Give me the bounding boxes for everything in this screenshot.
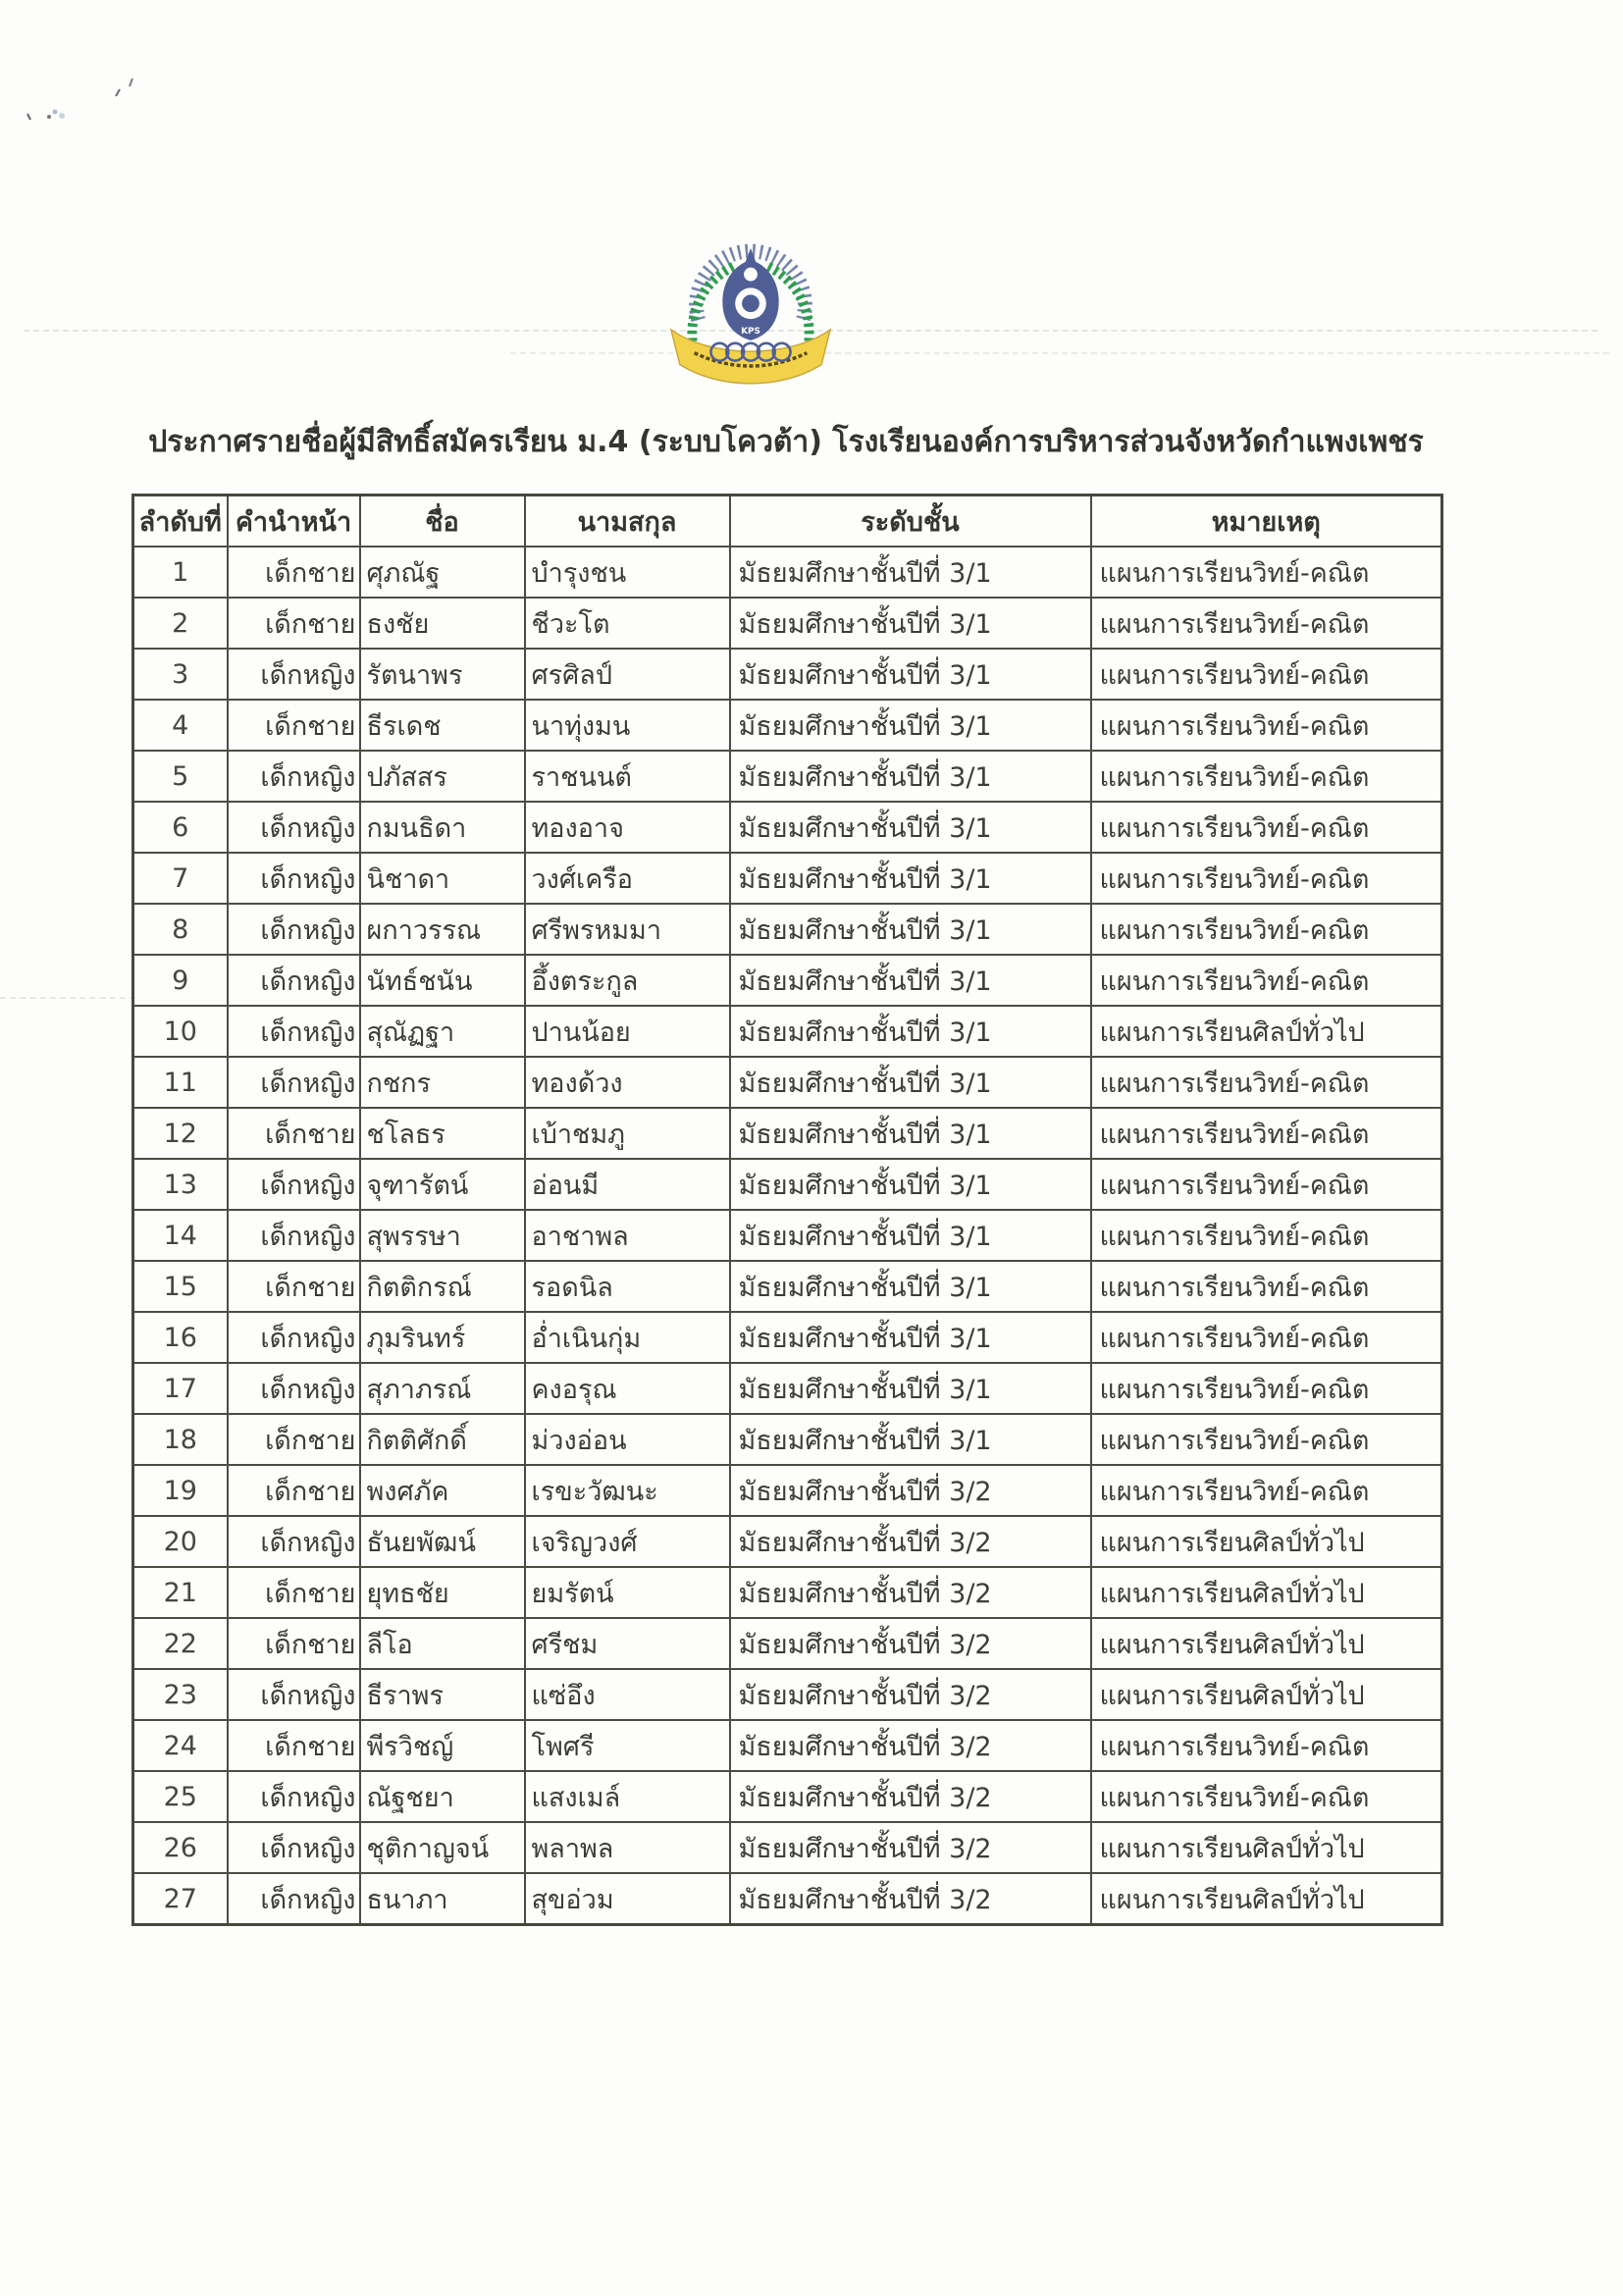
cell-no: 26 xyxy=(133,1822,228,1873)
cell-grade: มัธยมศึกษาชั้นปีที่ 3/1 xyxy=(730,1210,1091,1261)
cell-grade: มัธยมศึกษาชั้นปีที่ 3/1 xyxy=(730,1414,1091,1465)
cell-grade: มัธยมศึกษาชั้นปีที่ 3/1 xyxy=(730,1363,1091,1414)
table-row xyxy=(133,1057,1442,1108)
cell-grade: มัธยมศึกษาชั้นปีที่ 3/1 xyxy=(730,649,1091,700)
cell-prefix: เด็กชาย xyxy=(228,547,360,598)
crest-monogram: KPS xyxy=(741,326,760,337)
table-row xyxy=(133,700,1442,751)
cell-remark: แผนการเรียนวิทย์-คณิต xyxy=(1091,853,1442,904)
cell-no: 15 xyxy=(133,1261,228,1312)
table-row xyxy=(133,1312,1442,1363)
cell-first-name: ลีโอ xyxy=(360,1618,525,1669)
table-row xyxy=(133,1720,1442,1771)
cell-last-name: เรขะวัฒนะ xyxy=(525,1465,730,1516)
cell-grade: มัธยมศึกษาชั้นปีที่ 3/1 xyxy=(730,853,1091,904)
cell-remark: แผนการเรียนศิลป์ทั่วไป xyxy=(1091,1567,1442,1618)
cell-first-name: ยุทธชัย xyxy=(360,1567,525,1618)
cell-last-name: เบ้าชมภู xyxy=(525,1108,730,1159)
cell-last-name: คงอรุณ xyxy=(525,1363,730,1414)
table-row xyxy=(133,598,1442,649)
cell-prefix: เด็กหญิง xyxy=(228,853,360,904)
cell-last-name: ศรีพรหมมา xyxy=(525,904,730,955)
cell-remark: แผนการเรียนวิทย์-คณิต xyxy=(1091,649,1442,700)
cell-first-name: สุณัฏฐา xyxy=(360,1006,525,1057)
cell-no: 7 xyxy=(133,853,228,904)
cell-first-name: ธีรเดช xyxy=(360,700,525,751)
cell-first-name: กิตติศักดิ์ xyxy=(360,1414,525,1465)
cell-remark: แผนการเรียนวิทย์-คณิต xyxy=(1091,751,1442,802)
cell-first-name: ธนาภา xyxy=(360,1873,525,1925)
cell-remark: แผนการเรียนวิทย์-คณิต xyxy=(1091,1210,1442,1261)
cell-remark: แผนการเรียนศิลป์ทั่วไป xyxy=(1091,1618,1442,1669)
cell-first-name: จุฑารัตน์ xyxy=(360,1159,525,1210)
cell-last-name: บำรุงชน xyxy=(525,547,730,598)
cell-prefix: เด็กชาย xyxy=(228,1414,360,1465)
cell-remark: แผนการเรียนศิลป์ทั่วไป xyxy=(1091,1669,1442,1720)
cell-first-name: ธันยพัฒน์ xyxy=(360,1516,525,1567)
cell-grade: มัธยมศึกษาชั้นปีที่ 3/2 xyxy=(730,1669,1091,1720)
cell-last-name: รอดนิล xyxy=(525,1261,730,1312)
cell-grade: มัธยมศึกษาชั้นปีที่ 3/1 xyxy=(730,1261,1091,1312)
cell-grade: มัธยมศึกษาชั้นปีที่ 3/1 xyxy=(730,1006,1091,1057)
cell-prefix: เด็กชาย xyxy=(228,1567,360,1618)
cell-no: 21 xyxy=(133,1567,228,1618)
cell-no: 17 xyxy=(133,1363,228,1414)
cell-remark: แผนการเรียนวิทย์-คณิต xyxy=(1091,700,1442,751)
cell-last-name: อึ้งตระกูล xyxy=(525,955,730,1006)
cell-first-name: ผกาวรรณ xyxy=(360,904,525,955)
cell-no: 13 xyxy=(133,1159,228,1210)
cell-remark: แผนการเรียนวิทย์-คณิต xyxy=(1091,802,1442,853)
cell-prefix: เด็กหญิง xyxy=(228,751,360,802)
cell-grade: มัธยมศึกษาชั้นปีที่ 3/2 xyxy=(730,1822,1091,1873)
cell-grade: มัธยมศึกษาชั้นปีที่ 3/1 xyxy=(730,1159,1091,1210)
cell-no: 11 xyxy=(133,1057,228,1108)
cell-no: 25 xyxy=(133,1771,228,1822)
cell-no: 9 xyxy=(133,955,228,1006)
page-title: ประกาศรายชื่อผู้มีสิทธิ์สมัครเรียน ม.4 (ระบบโควต้า) โรงเรียนองค์การบริหารส่วนจังหวัดกำแพงเพชร xyxy=(148,425,1424,459)
cell-remark: แผนการเรียนศิลป์ทั่วไป xyxy=(1091,1006,1442,1057)
cell-last-name: ศรศิลป์ xyxy=(525,649,730,700)
table-row xyxy=(133,1873,1442,1925)
cell-grade: มัธยมศึกษาชั้นปีที่ 3/1 xyxy=(730,802,1091,853)
cell-remark: แผนการเรียนวิทย์-คณิต xyxy=(1091,1261,1442,1312)
cell-first-name: นัทธ์ชนัน xyxy=(360,955,525,1006)
cell-grade: มัธยมศึกษาชั้นปีที่ 3/1 xyxy=(730,598,1091,649)
cell-remark: แผนการเรียนวิทย์-คณิต xyxy=(1091,1363,1442,1414)
cell-grade: มัธยมศึกษาชั้นปีที่ 3/1 xyxy=(730,1108,1091,1159)
cell-first-name: ธีราพร xyxy=(360,1669,525,1720)
table-row xyxy=(133,547,1442,598)
cell-last-name: ทองอาจ xyxy=(525,802,730,853)
cell-first-name: ณัฐชยา xyxy=(360,1771,525,1822)
cell-last-name: ราชนนต์ xyxy=(525,751,730,802)
cell-grade: มัธยมศึกษาชั้นปีที่ 3/2 xyxy=(730,1567,1091,1618)
cell-grade: มัธยมศึกษาชั้นปีที่ 3/1 xyxy=(730,955,1091,1006)
cell-remark: แผนการเรียนวิทย์-คณิต xyxy=(1091,1414,1442,1465)
cell-last-name: เจริญวงศ์ xyxy=(525,1516,730,1567)
cell-remark: แผนการเรียนวิทย์-คณิต xyxy=(1091,1057,1442,1108)
table-row xyxy=(133,1261,1442,1312)
cell-prefix: เด็กหญิง xyxy=(228,1873,360,1925)
cell-no: 16 xyxy=(133,1312,228,1363)
table-row xyxy=(133,1006,1442,1057)
cell-first-name: ปภัสสร xyxy=(360,751,525,802)
cell-remark: แผนการเรียนวิทย์-คณิต xyxy=(1091,547,1442,598)
table-row xyxy=(133,1363,1442,1414)
cell-first-name: กชกร xyxy=(360,1057,525,1108)
school-crest-icon xyxy=(663,241,838,410)
cell-remark: แผนการเรียนวิทย์-คณิต xyxy=(1091,1465,1442,1516)
cell-prefix: เด็กหญิง xyxy=(228,1669,360,1720)
cell-last-name: อ่ำเนินกุ่ม xyxy=(525,1312,730,1363)
cell-remark: แผนการเรียนวิทย์-คณิต xyxy=(1091,1771,1442,1822)
cell-first-name: ภุมรินทร์ xyxy=(360,1312,525,1363)
cell-remark: แผนการเรียนวิทย์-คณิต xyxy=(1091,1159,1442,1210)
table-row xyxy=(133,904,1442,955)
cell-no: 1 xyxy=(133,547,228,598)
cell-last-name: ยมรัตน์ xyxy=(525,1567,730,1618)
table-row xyxy=(133,1414,1442,1465)
cell-grade: มัธยมศึกษาชั้นปีที่ 3/2 xyxy=(730,1618,1091,1669)
cell-last-name: ปานน้อย xyxy=(525,1006,730,1057)
cell-prefix: เด็กหญิง xyxy=(228,1159,360,1210)
cell-prefix: เด็กหญิง xyxy=(228,1363,360,1414)
cell-no: 14 xyxy=(133,1210,228,1261)
cell-last-name: อ่อนมี xyxy=(525,1159,730,1210)
table-row xyxy=(133,1822,1442,1873)
cell-prefix: เด็กหญิง xyxy=(228,1312,360,1363)
cell-no: 20 xyxy=(133,1516,228,1567)
cell-prefix: เด็กหญิง xyxy=(228,802,360,853)
cell-no: 23 xyxy=(133,1669,228,1720)
cell-prefix: เด็กชาย xyxy=(228,1108,360,1159)
cell-remark: แผนการเรียนวิทย์-คณิต xyxy=(1091,904,1442,955)
column-header-prefix: คำนำหน้า xyxy=(228,496,360,548)
cell-last-name: ชีวะโต xyxy=(525,598,730,649)
table-row xyxy=(133,751,1442,802)
cell-last-name: นาทุ่งมน xyxy=(525,700,730,751)
table-header-row xyxy=(133,496,1442,548)
cell-prefix: เด็กชาย xyxy=(228,1261,360,1312)
table-row xyxy=(133,649,1442,700)
cell-last-name: ม่วงอ่อน xyxy=(525,1414,730,1465)
table-row xyxy=(133,853,1442,904)
cell-first-name: กิตติกรณ์ xyxy=(360,1261,525,1312)
table-row xyxy=(133,1771,1442,1822)
cell-last-name: ทองด้วง xyxy=(525,1057,730,1108)
cell-no: 10 xyxy=(133,1006,228,1057)
cell-grade: มัธยมศึกษาชั้นปีที่ 3/1 xyxy=(730,1312,1091,1363)
cell-last-name: สุขอ่วม xyxy=(525,1873,730,1925)
cell-last-name: วงศ์เครือ xyxy=(525,853,730,904)
cell-no: 19 xyxy=(133,1465,228,1516)
cell-first-name: ชโลธร xyxy=(360,1108,525,1159)
cell-last-name: อาชาพล xyxy=(525,1210,730,1261)
cell-no: 8 xyxy=(133,904,228,955)
cell-first-name: สุพรรษา xyxy=(360,1210,525,1261)
cell-remark: แผนการเรียนศิลป์ทั่วไป xyxy=(1091,1873,1442,1925)
cell-first-name: พงศภัค xyxy=(360,1465,525,1516)
cell-prefix: เด็กหญิง xyxy=(228,1516,360,1567)
cell-remark: แผนการเรียนวิทย์-คณิต xyxy=(1091,1108,1442,1159)
table-row xyxy=(133,1159,1442,1210)
cell-grade: มัธยมศึกษาชั้นปีที่ 3/2 xyxy=(730,1771,1091,1822)
cell-prefix: เด็กหญิง xyxy=(228,1006,360,1057)
cell-no: 6 xyxy=(133,802,228,853)
table-row xyxy=(133,1669,1442,1720)
table-row xyxy=(133,1567,1442,1618)
column-header-grade: ระดับชั้น xyxy=(730,496,1091,548)
cell-first-name: ธงชัย xyxy=(360,598,525,649)
corner-pencil-marks xyxy=(10,20,255,137)
cell-prefix: เด็กหญิง xyxy=(228,1771,360,1822)
cell-grade: มัธยมศึกษาชั้นปีที่ 3/2 xyxy=(730,1465,1091,1516)
cell-last-name: แสงเมล์ xyxy=(525,1771,730,1822)
table-row xyxy=(133,1465,1442,1516)
cell-last-name: โพศรี xyxy=(525,1720,730,1771)
cell-no: 12 xyxy=(133,1108,228,1159)
cell-first-name: ศุภณัฐ xyxy=(360,547,525,598)
cell-no: 22 xyxy=(133,1618,228,1669)
cell-remark: แผนการเรียนวิทย์-คณิต xyxy=(1091,1720,1442,1771)
cell-prefix: เด็กชาย xyxy=(228,1465,360,1516)
cell-no: 27 xyxy=(133,1873,228,1925)
cell-grade: มัธยมศึกษาชั้นปีที่ 3/1 xyxy=(730,700,1091,751)
cell-last-name: ศรีชม xyxy=(525,1618,730,1669)
table-row xyxy=(133,1618,1442,1669)
cell-grade: มัธยมศึกษาชั้นปีที่ 3/2 xyxy=(730,1720,1091,1771)
student-roster-table xyxy=(131,494,1443,1926)
cell-first-name: รัตนาพร xyxy=(360,649,525,700)
cell-prefix: เด็กหญิง xyxy=(228,904,360,955)
table-row xyxy=(133,802,1442,853)
cell-no: 24 xyxy=(133,1720,228,1771)
cell-remark: แผนการเรียนศิลป์ทั่วไป xyxy=(1091,1822,1442,1873)
cell-prefix: เด็กชาย xyxy=(228,700,360,751)
column-header-no: ลำดับที่ xyxy=(133,496,228,548)
cell-remark: แผนการเรียนวิทย์-คณิต xyxy=(1091,955,1442,1006)
scan-streak xyxy=(0,997,135,999)
cell-first-name: พีรวิชญ์ xyxy=(360,1720,525,1771)
cell-last-name: แซ่อึง xyxy=(525,1669,730,1720)
cell-no: 2 xyxy=(133,598,228,649)
table-row xyxy=(133,1516,1442,1567)
column-header-last-name: นามสกุล xyxy=(525,496,730,548)
cell-prefix: เด็กหญิง xyxy=(228,1822,360,1873)
cell-grade: มัธยมศึกษาชั้นปีที่ 3/2 xyxy=(730,1516,1091,1567)
column-header-remark: หมายเหตุ xyxy=(1091,496,1442,548)
cell-prefix: เด็กชาย xyxy=(228,1618,360,1669)
cell-no: 3 xyxy=(133,649,228,700)
cell-first-name: ชุติกาญจน์ xyxy=(360,1822,525,1873)
table-row xyxy=(133,955,1442,1006)
cell-remark: แผนการเรียนวิทย์-คณิต xyxy=(1091,598,1442,649)
cell-prefix: เด็กชาย xyxy=(228,598,360,649)
cell-last-name: พลาพล xyxy=(525,1822,730,1873)
cell-prefix: เด็กหญิง xyxy=(228,1210,360,1261)
cell-first-name: นิชาดา xyxy=(360,853,525,904)
cell-grade: มัธยมศึกษาชั้นปีที่ 3/1 xyxy=(730,751,1091,802)
student-table-body xyxy=(133,547,1442,1925)
cell-prefix: เด็กหญิง xyxy=(228,955,360,1006)
cell-first-name: กมนธิดา xyxy=(360,802,525,853)
cell-grade: มัธยมศึกษาชั้นปีที่ 3/1 xyxy=(730,1057,1091,1108)
cell-prefix: เด็กชาย xyxy=(228,1720,360,1771)
table-row xyxy=(133,1108,1442,1159)
cell-first-name: สุภาภรณ์ xyxy=(360,1363,525,1414)
cell-prefix: เด็กหญิง xyxy=(228,1057,360,1108)
cell-grade: มัธยมศึกษาชั้นปีที่ 3/2 xyxy=(730,1873,1091,1925)
cell-no: 5 xyxy=(133,751,228,802)
cell-remark: แผนการเรียนศิลป์ทั่วไป xyxy=(1091,1516,1442,1567)
column-header-first-name: ชื่อ xyxy=(360,496,525,548)
cell-no: 18 xyxy=(133,1414,228,1465)
cell-remark: แผนการเรียนวิทย์-คณิต xyxy=(1091,1312,1442,1363)
cell-prefix: เด็กหญิง xyxy=(228,649,360,700)
cell-no: 4 xyxy=(133,700,228,751)
table-row xyxy=(133,1210,1442,1261)
cell-grade: มัธยมศึกษาชั้นปีที่ 3/1 xyxy=(730,904,1091,955)
cell-grade: มัธยมศึกษาชั้นปีที่ 3/1 xyxy=(730,547,1091,598)
